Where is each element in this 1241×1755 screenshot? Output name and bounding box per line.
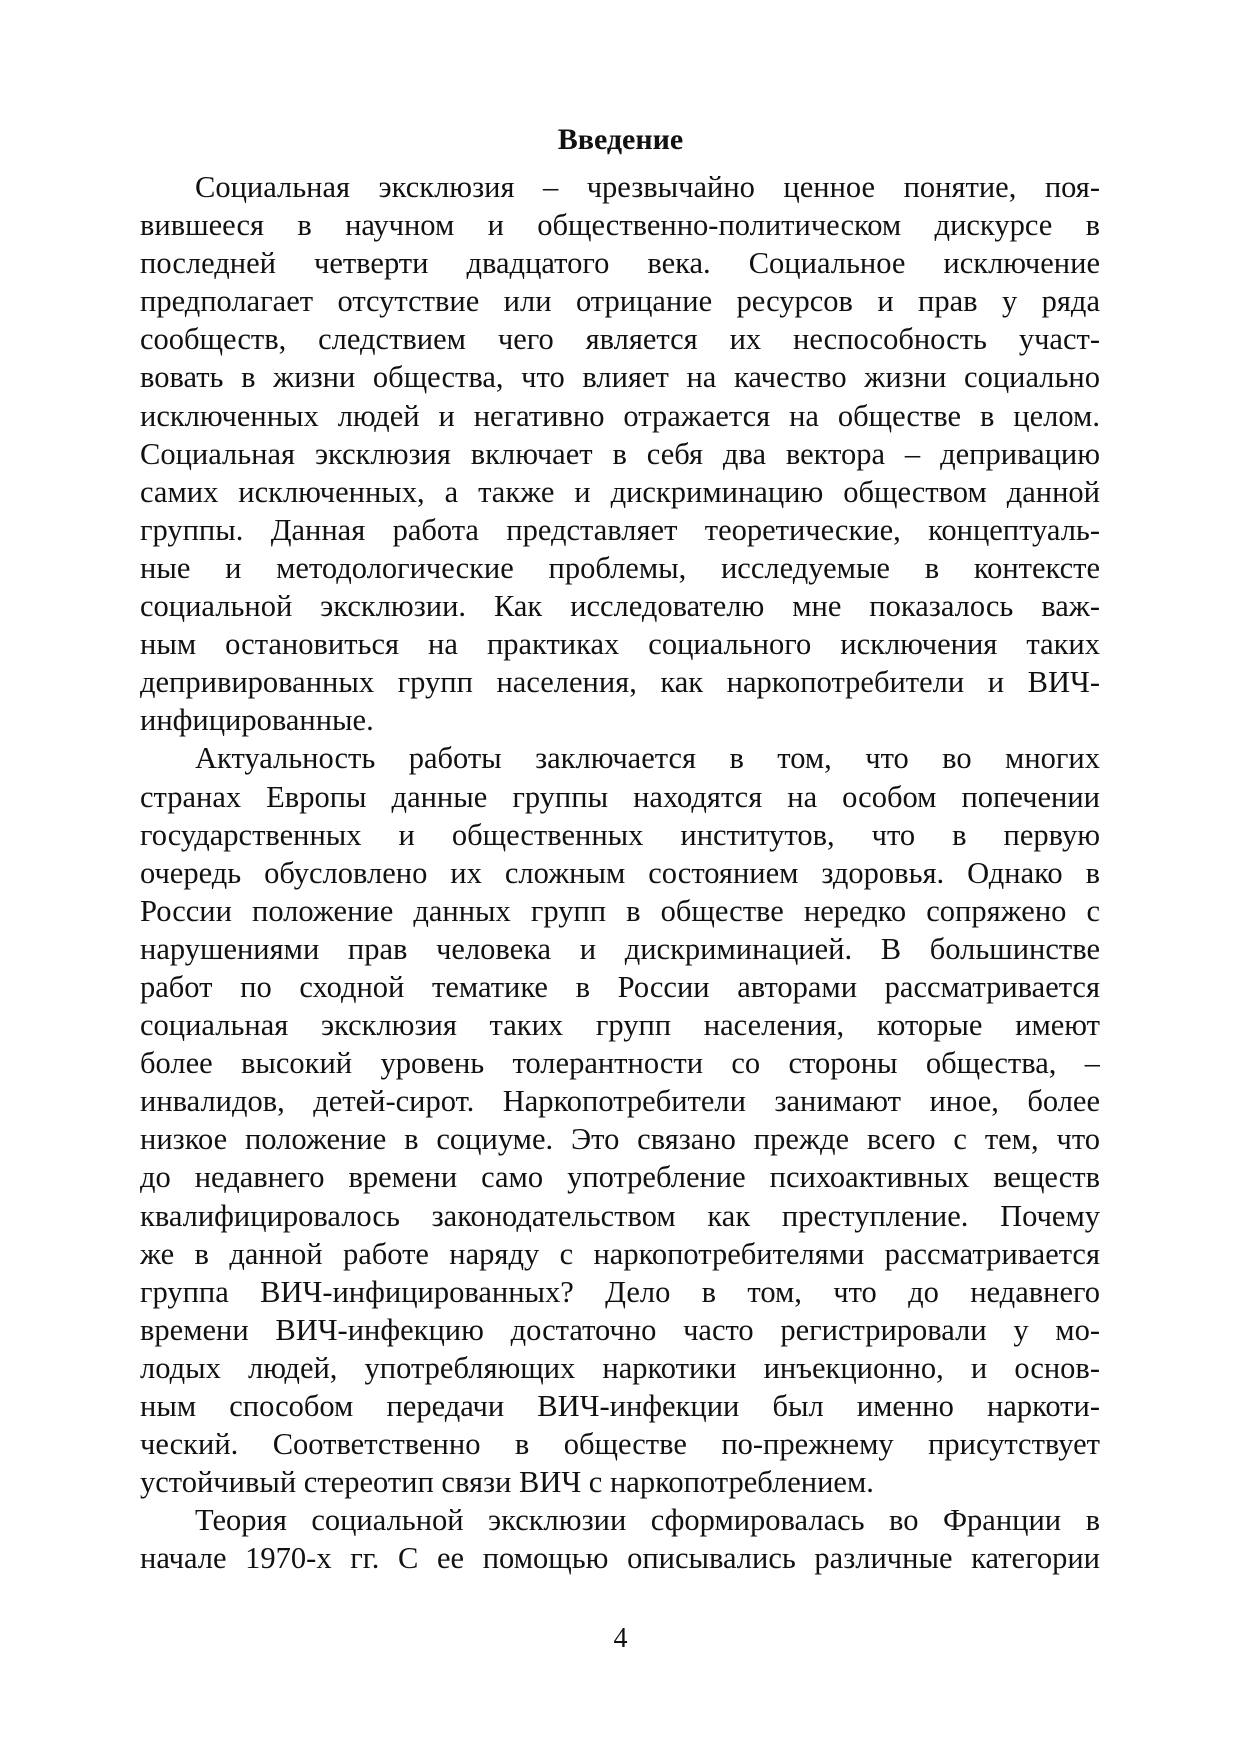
text-line: ным остановиться на практиках социального исключения таких [140, 627, 1100, 662]
text-line: инфицированные. [140, 703, 374, 738]
text-line: социальная эксклюзия таких групп населения, которые имеют [140, 1008, 1100, 1043]
text-line: предполагает отсутствие или отрицание ресурсов и прав у ряда [140, 284, 1100, 319]
page-number: 4 [613, 1623, 628, 1654]
text-line: Актуальность работы заключается в том, что во многих [195, 741, 1100, 776]
paragraph-2 [140, 739, 1100, 1501]
text-line: группа ВИЧ-инфицированных? Дело в том, что до недавнего [140, 1274, 1100, 1309]
text-line: депривированных групп населения, как наркопотребители и ВИЧ- [140, 665, 1100, 700]
text-line: странах Европы данные группы находятся на особом попечении [140, 779, 1100, 814]
text-line: ным способом передачи ВИЧ-инфекции был именно наркоти- [140, 1389, 1100, 1423]
text-line: Теория социальной эксклюзии сформировалась во Франции в [195, 1503, 1100, 1538]
text-line: государственных и общественных институтов, что в первую [140, 817, 1100, 852]
text-line: России положение данных групп в обществе нередко сопряжено с [140, 893, 1100, 928]
text-line: вившееся в научном и общественно-политическом дискурсе в [140, 208, 1100, 243]
text-line: вовать в жизни общества, что влияет на качество жизни социально [140, 360, 1100, 395]
text-line: более высокий уровень толерантности со стороны общества, – [140, 1046, 1100, 1081]
text-line: Социальная эксклюзия включает в себя два вектора – депривацию [140, 436, 1100, 471]
text-line: группы. Данная работа представляет теоретические, концептуаль- [140, 512, 1100, 547]
text-line: начале 1970-х гг. С ее помощью описывались различные категории [140, 1541, 1100, 1576]
text-line: ческий. Соответственно в обществе по-прежнему присутствует [140, 1427, 1100, 1462]
body-text [140, 168, 1100, 1577]
text-line: лодых людей, употребляющих наркотики инъекционно, и основ- [140, 1350, 1100, 1385]
text-line: нарушениями прав человека и дискриминацией. В большинстве [140, 931, 1100, 966]
text-line: очередь обусловлено их сложным состоянием здоровья. Однако в [140, 855, 1100, 890]
text-line: квалифицировалось законодательством как преступление. Почему [140, 1198, 1100, 1233]
paragraph-3 [140, 1501, 1100, 1577]
text-line: устойчивый стереотип связи ВИЧ с наркопотреблением. [140, 1465, 874, 1500]
text-line: исключенных людей и негативно отражается на обществе в целом. [140, 398, 1100, 433]
text-line: работ по сходной тематике в России авторами рассматривается [140, 969, 1100, 1004]
text-line: Социальная эксклюзия – чрезвычайно ценное понятие, поя- [195, 170, 1100, 204]
paragraph-1 [140, 168, 1100, 739]
text-line: времени ВИЧ-инфекцию достаточно часто регистрировали у мо- [140, 1312, 1100, 1347]
text-line: низкое положение в социуме. Это связано прежде всего с тем, что [140, 1122, 1100, 1157]
text-line: до недавнего времени само употребление психоактивных веществ [140, 1160, 1100, 1195]
text-line: самих исключенных, а также и дискриминацию обществом данной [140, 474, 1100, 509]
text-line: социальной эксклюзии. Как исследователю мне показалось важ- [140, 589, 1100, 624]
text-line: сообществ, следствием чего является их неспособность участ- [140, 322, 1100, 357]
text-line: последней четверти двадцатого века. Социальное исключение [140, 246, 1100, 281]
text-line: же в данной работе наряду с наркопотребителями рассматривается [140, 1236, 1100, 1271]
section-heading: Введение [557, 123, 684, 156]
text-line: ные и методологические проблемы, исследуемые в контексте [140, 550, 1100, 585]
text-line: инвалидов, детей-сирот. Наркопотребители занимают иное, более [140, 1084, 1100, 1119]
